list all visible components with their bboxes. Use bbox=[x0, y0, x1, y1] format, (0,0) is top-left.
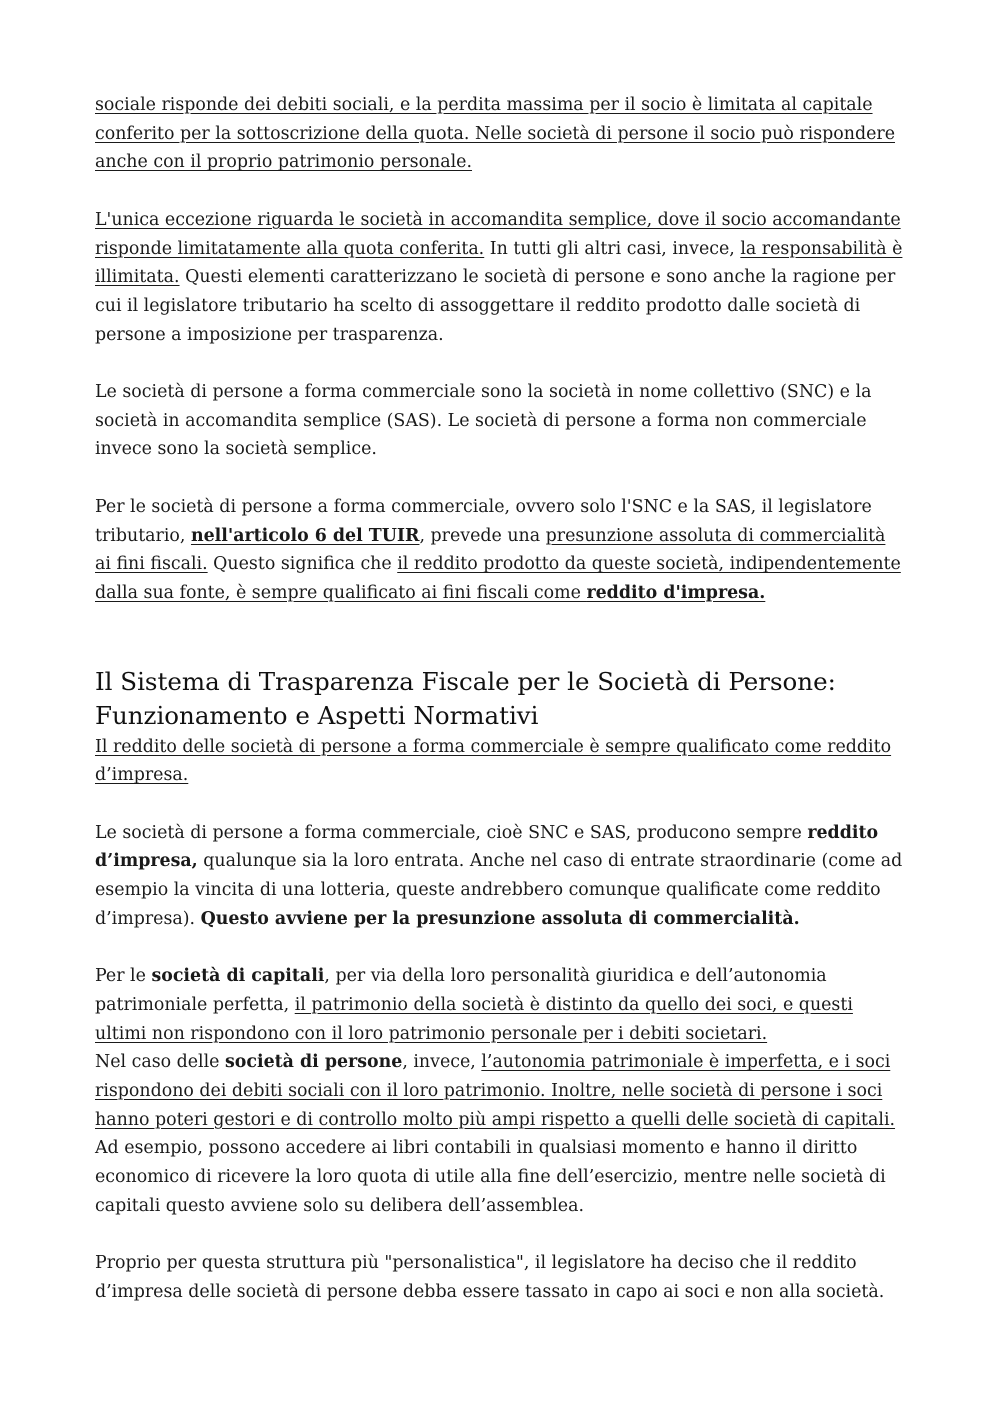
plain-text: Ad esempio, possono accedere ai libri contabili in qualsiasi momento e hanno il diritto economico di ricevere la loro quota di utile alla fine dell’esercizio, mentre nelle società di capitali questo avviene solo su delibera dell’assemblea. bbox=[95, 1138, 886, 1216]
paragraph-gap bbox=[95, 349, 905, 378]
underlined-text: presunzione assoluta di commercialità ai fini fiscali. bbox=[95, 525, 886, 575]
underlined-text: la responsabilità è illimitata. bbox=[95, 238, 903, 288]
plain-text: Le società di persone a forma commerciale, cioè SNC e SAS, producono sempre bbox=[95, 822, 808, 843]
document-page bbox=[95, 91, 905, 1307]
plain-text: Per le società di persone a forma commerciale, ovvero solo l'SNC e la SAS, il legislatore tributario, bbox=[95, 496, 872, 546]
bold-underlined-text: reddito d'impresa. bbox=[586, 582, 766, 603]
section-heading: Il Sistema di Trasparenza Fiscale per le Società di Persone: Funzionamento e Aspetti Normativi bbox=[95, 666, 836, 730]
paragraph-gap bbox=[95, 177, 905, 206]
underlined-text: il patrimonio della società è distinto da quello dei soci, e questi ultimi non rispondono con il loro patrimonio personale per i debiti societari. bbox=[95, 994, 853, 1044]
paragraph-personalistic-structure bbox=[95, 1249, 905, 1306]
paragraph-gap bbox=[95, 1221, 905, 1250]
plain-text: Questo significa che bbox=[207, 554, 398, 575]
paragraph-societa-capitali bbox=[95, 962, 905, 1048]
paragraph-gap bbox=[95, 934, 905, 963]
plain-text: In tutti gli altri casi, invece, bbox=[484, 238, 741, 259]
plain-text: , invece, bbox=[402, 1052, 482, 1073]
bold-text: società di persone bbox=[225, 1052, 403, 1073]
bold-text: Questo avviene per la presunzione assoluta di commercialità. bbox=[200, 908, 800, 929]
plain-text: Proprio per questa struttura più "personalistica", il legislatore ha deciso che il reddito d’impresa delle società di persone debba essere tassato in capo ai soci e non alla società. bbox=[95, 1253, 885, 1302]
paragraph-reddito-impresa-summary bbox=[95, 733, 905, 790]
bold-text: reddito d’impresa, bbox=[95, 822, 879, 872]
underlined-text: L'unica eccezione riguarda le società in accomandita semplice, dove il socio accomandante risponde limitatamente alla quota conferita. bbox=[95, 209, 901, 259]
paragraph-snc-sas-income bbox=[95, 819, 905, 934]
paragraph-accomandita-exception bbox=[95, 206, 905, 350]
plain-text: , per via della loro personalità giuridica e dell’autonomia patrimoniale perfetta, bbox=[95, 966, 827, 1015]
paragraph-societa-persone bbox=[95, 1048, 905, 1220]
plain-text: Le società di persone a forma commerciale sono la società in nome collettivo (SNC) e la società in accomandita semplice (SAS). Le società di persone a forma non commerciale invece sono la società semplice. bbox=[95, 382, 872, 460]
paragraph-commercial-forms bbox=[95, 378, 905, 464]
plain-text: Per le bbox=[95, 966, 152, 987]
underlined-text: sociale risponde dei debiti sociali, e la perdita massima per il socio è limitata al capitale conferito per la sottoscrizione della quota. Nelle società di persone il socio può rispondere anche con il proprio patrimonio personale. bbox=[95, 95, 895, 173]
paragraph-gap bbox=[95, 790, 905, 819]
paragraph-tuir-article-6 bbox=[95, 493, 905, 608]
paragraph-gap bbox=[95, 464, 905, 493]
paragraph-limited-liability bbox=[95, 91, 905, 177]
underlined-text: il reddito prodotto da queste società, indipendentemente dalla sua fonte, è sempre qualificato ai fini fiscali come bbox=[95, 554, 901, 603]
underlined-text: l’autonomia patrimoniale è imperfetta, e i soci rispondono dei debiti sociali con il loro patrimonio. Inoltre, nelle società di persone i soci hanno poteri gestori e di controllo molto più ampi rispetto a quelli delle società di capitali. bbox=[95, 1052, 896, 1130]
plain-text: qualunque sia la loro entrata. Anche nel caso di entrate straordinarie (come ad esempio la vincita di una lotteria, queste andrebbero comunque qualificate come reddito d’impresa). bbox=[95, 851, 903, 929]
bold-underlined-text: nell'articolo 6 del TUIR bbox=[190, 525, 420, 546]
plain-text: , prevede una bbox=[419, 525, 546, 546]
underlined-text: Il reddito delle società di persone a forma commerciale è sempre qualificato come reddito d’impresa. bbox=[95, 736, 892, 786]
bold-text: società di capitali bbox=[151, 966, 325, 987]
plain-text: Nel caso delle bbox=[95, 1052, 225, 1073]
plain-text: Questi elementi caratterizzano le società di persone e sono anche la ragione per cui il legislatore tributario ha scelto di assoggettare il reddito prodotto dalle società di persone a imposizione per trasparenza. bbox=[95, 267, 896, 345]
